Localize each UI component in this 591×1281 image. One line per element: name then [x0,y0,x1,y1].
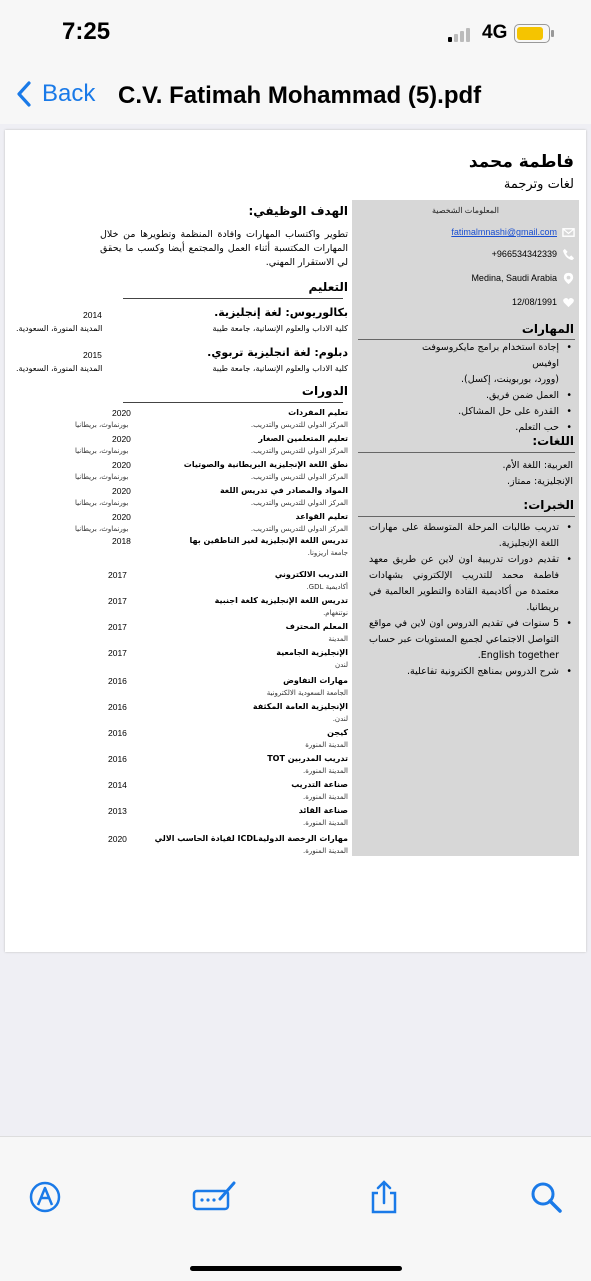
education-place: المدينة المنورة، السعودية. [16,324,103,333]
nav-bar [0,66,591,124]
course-org: المركز الدولي للتدريس والتدريب. [250,499,348,507]
course-title: صناعة القائد [298,806,348,815]
courses-title: الدورات [301,384,348,398]
education-divider [123,298,343,299]
bottom-toolbar [0,1136,591,1281]
share-icon[interactable] [366,1179,402,1215]
course-year: 2017 [108,648,127,658]
heart-icon [562,296,575,309]
course-year: 2020 [112,408,131,418]
course-title: نطق اللغة الإنجليزية البريطانية والصوتيات [183,460,348,469]
chevron-left-icon [16,80,32,108]
language-item: العربية: اللغة الأم. [502,460,573,471]
course-year: 2020 [112,460,131,470]
experience-item: • تقديم دورات تدريبية اون لاين عن طريق معهد فاطمة محمد للتدريب الإلكتروني بشهادات معتمدة من أكاديمية القادة والتطوير العالمية في بريطانيا. [369,552,559,616]
status-bar [0,0,591,66]
languages-list [383,458,573,490]
back-button[interactable] [16,80,95,108]
course-org: المركز الدولي للتدريس والتدريب. [250,447,348,455]
skill-item: • العمل ضمن فريق. [369,388,559,404]
contact-birthdate [352,296,579,312]
course-year: 2017 [108,622,127,632]
languages-divider [358,452,575,453]
course-org: لندن [334,661,348,669]
location-text: Medina, Saudi Arabia [471,273,557,283]
course-org: أكاديمية GDL. [306,583,348,591]
course-year: 2018 [112,536,131,546]
status-time: 7:25 [62,18,111,45]
languages-title: اللغات: [532,434,574,448]
experience-item: • شرح الدروس بمناهج الكترونية تفاعلية. [369,664,559,680]
education-degree: بكالوريوس: لغة إنجليزية. [214,306,348,319]
pdf-page[interactable] [5,130,586,952]
experience-list [369,520,573,680]
experience-item: • 5 سنوات في تقديم الدروس اون لاين في مواقع التواصل الاجتماعي لجميع المستويات عبر حساب English together. [369,616,559,664]
education-college: كلية الاداب والعلوم الإنسانية، جامعة طيبة [212,364,348,373]
objective-title: الهدف الوظيفي: [248,204,348,218]
cv-name: فاطمة محمد [468,152,574,172]
cv-sidebar [352,200,579,856]
course-org: لندن. [332,715,348,723]
course-title: تدريس اللغة الإنجليزية كلغة اجنبية [214,596,348,605]
education-title: التعليم [308,280,348,294]
course-org: المدينة المنورة. [303,793,348,801]
education-year: 2014 [83,310,102,320]
skill-item: اوفيس [532,358,559,369]
document-title: C.V. Fatimah Mohammad (5).pdf [118,82,482,109]
course-location: بورنماوث، بريطانيا [75,525,129,533]
course-title: تعليم القواعد [295,512,348,521]
course-year: 2020 [112,512,131,522]
education-year: 2015 [83,350,102,360]
course-year: 2016 [108,676,127,686]
course-year: 2016 [108,728,127,738]
battery-icon [514,24,550,43]
education-place: المدينة المنورة، السعودية. [16,364,103,373]
course-org: المدينة المنورة [305,741,348,749]
cv-subtitle: لغات وترجمة [503,177,574,192]
markup-icon[interactable] [27,1179,63,1215]
course-title: تعليم المتعلمين الصغار [258,434,348,443]
experience-item: • تدريب طالبات المرحلة المتوسطة على مهارات اللغة الإنجليزية. [369,520,559,552]
course-title: التدريب الالكتروني [274,570,348,579]
course-title: الإنجليزية الجامعية [276,648,348,657]
skills-title: المهارات [521,322,574,336]
birthdate-text: 12/08/1991 [511,297,557,307]
course-org: المركز الدولي للتدريس والتدريب. [250,421,348,429]
course-org: الجامعة السعودية الالكترونية [266,689,348,697]
course-org: المدينة المنورة. [303,767,348,775]
language-item: الإنجليزية: ممتاز. [507,476,573,487]
course-org: المركز الدولي للتدريس والتدريب. [250,473,348,481]
course-year: 2020 [112,434,131,444]
course-location: بورنماوث، بريطانيا [75,499,129,507]
course-title: تعليم المفردات [288,408,348,417]
education-college: كلية الاداب والعلوم الإنسانية، جامعة طيبة [212,324,348,333]
home-indicator [190,1266,402,1271]
course-title: الإنجليزية العامة المكثفة [252,702,348,711]
experience-title: الخبرات: [523,498,574,512]
course-title: كيجن [327,728,348,737]
course-location: بورنماوث، بريطانيا [75,473,129,481]
signature-icon[interactable] [192,1179,238,1215]
back-label: Back [42,80,96,107]
network-label: 4G [482,22,508,43]
skills-list [369,340,573,436]
course-title: تدريب المدربين TOT [267,754,348,763]
course-org: جامعة اريزونا. [307,549,348,557]
course-title: مهارات التفاوض [283,676,348,685]
course-year: 2013 [108,806,127,816]
courses-divider [123,402,343,403]
course-year: 2016 [108,754,127,764]
phone-number: +966534342339 [491,249,557,259]
phone-icon [562,248,575,261]
contact-location [352,272,579,288]
signal-icon [448,26,474,42]
contact-email [352,226,579,242]
course-org: المدينة [328,635,348,643]
objective-text: تطوير واكتساب المهارات وافادة المنظمة وتطويرها من خلال المهارات المكتسبة أثناء العمل والمجتمع أيضا وكسب ما يحقق لي الاستقرار المهني. [100,229,348,268]
education-degree: دبلوم: لغة انجليزية تربوي. [207,346,348,359]
course-year: 2014 [108,780,127,790]
experience-divider [358,516,575,517]
course-title: تدريس اللغة الإنجليزية لغير الناطقين بها [189,536,348,545]
course-org: نوتنغهام. [323,609,348,617]
contact-phone [352,248,579,264]
course-org: المركز الدولي للتدريس والتدريب. [250,525,348,533]
course-year: 2017 [108,596,127,606]
skill-item: • القدرة على حل المشاكل. [369,404,559,420]
location-pin-icon [562,272,575,285]
search-icon[interactable] [528,1179,564,1215]
email-link[interactable]: fatimalmnashi@gmail.com [451,227,557,237]
course-year: 2020 [108,834,127,844]
course-year: 2017 [108,570,127,580]
course-org: المدينة المنورة. [303,819,348,827]
course-location: بورنماوث، بريطانيا [75,421,129,429]
course-title: مهارات الرخصة الدوليةICDL لقيادة الحاسب الالي [154,834,348,843]
course-year: 2020 [112,486,131,496]
course-org: المدينة المنورة. [303,847,348,855]
skill-item: • إجادة استخدام برامج مايكروسوفت [369,340,559,356]
course-title: صناعة التدريب [291,780,348,789]
personal-info-title: المعلومات الشخصية [431,206,499,215]
course-year: 2016 [108,702,127,712]
pdf-viewer[interactable] [0,124,591,1136]
skill-item: • حب التعلم. [369,420,559,436]
course-title: المواد والمصادر في تدريس اللغة [219,486,348,495]
course-location: بورنماوث، بريطانيا [75,447,129,455]
skill-item: (وورد، بوربوينت، إكسل). [461,374,559,385]
course-title: المعلم المحترف [285,622,348,631]
envelope-icon [562,226,575,239]
